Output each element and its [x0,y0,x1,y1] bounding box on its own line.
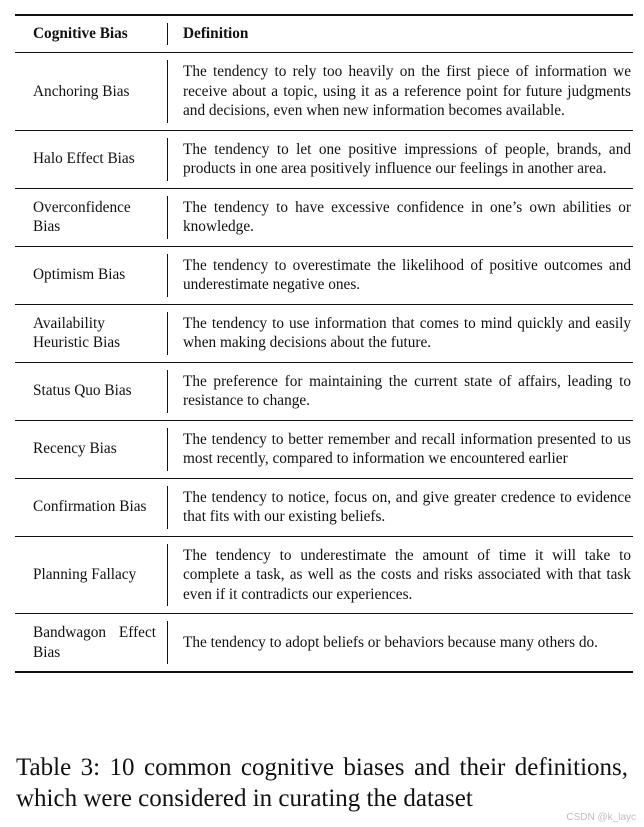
bias-name-cell: Anchoring Bias [15,53,168,131]
bias-definition-cell: The tendency to use information that comes to mind quickly and easily when making decisions about the future. [183,314,631,351]
table-caption: Table 3: 10 common cognitive biases and their definitions, which were considered in curating the dataset [16,754,628,812]
table-row [15,188,633,246]
table-row [15,614,633,673]
bias-definition-cell: The tendency to underestimate the amount of time it will take to complete a task, as well as the costs and risks associated with that task even if it contradicts our experiences. [183,546,631,603]
table-row [15,130,633,188]
bias-name-cell: Overconfidence Bias [15,188,168,246]
table-row [15,362,633,420]
table-row [15,246,633,304]
bias-name-cell: Optimism Bias [15,246,168,304]
watermark: CSDN @k_layc [566,812,636,823]
bias-name-cell: Recency Bias [15,420,168,478]
bias-definition-cell: The tendency to better remember and recall information presented to us most recently, compared to information we encountered earlier [183,430,631,467]
cognitive-bias-table [15,14,633,673]
bias-table-container [15,14,633,673]
header-cognitive-bias: Cognitive Bias [15,15,168,53]
bias-definition-cell: The tendency to notice, focus on, and give greater credence to evidence that fits with our existing beliefs. [183,488,631,525]
table-row [15,420,633,478]
table-row [15,53,633,131]
bias-definition-cell: The tendency to rely too heavily on the first piece of information we receive about a topic, using it as a reference point for future judgments and decisions, even when new information becomes available. [183,63,631,119]
bias-definition-cell: The tendency to let one positive impressions of people, brands, and products in one area positively influence our feelings in another area. [183,140,631,177]
table-row [15,536,633,614]
bias-name-cell: Bandwagon Effect Bias [15,614,168,673]
table-body [15,53,633,673]
bias-name-cell: Planning Fallacy [15,536,168,614]
bias-definition-cell: The tendency to have excessive confidence in one’s own abilities or knowledge. [183,198,631,235]
bias-definition-cell: The tendency to overestimate the likelihood of positive outcomes and underestimate negative ones. [183,256,631,293]
bias-name-cell: Availability Heuristic Bias [15,304,168,362]
table-row [15,478,633,536]
bias-definition-cell: The preference for maintaining the current state of affairs, leading to resistance to change. [183,372,631,409]
table-row [15,304,633,362]
table-header-row [15,15,633,53]
bias-name-cell: Halo Effect Bias [15,130,168,188]
header-definition: Definition [183,25,249,43]
bias-name-cell: Confirmation Bias [15,478,168,536]
bias-definition-cell: The tendency to adopt beliefs or behaviors because many others do. [183,633,599,651]
bias-name-cell: Status Quo Bias [15,362,168,420]
